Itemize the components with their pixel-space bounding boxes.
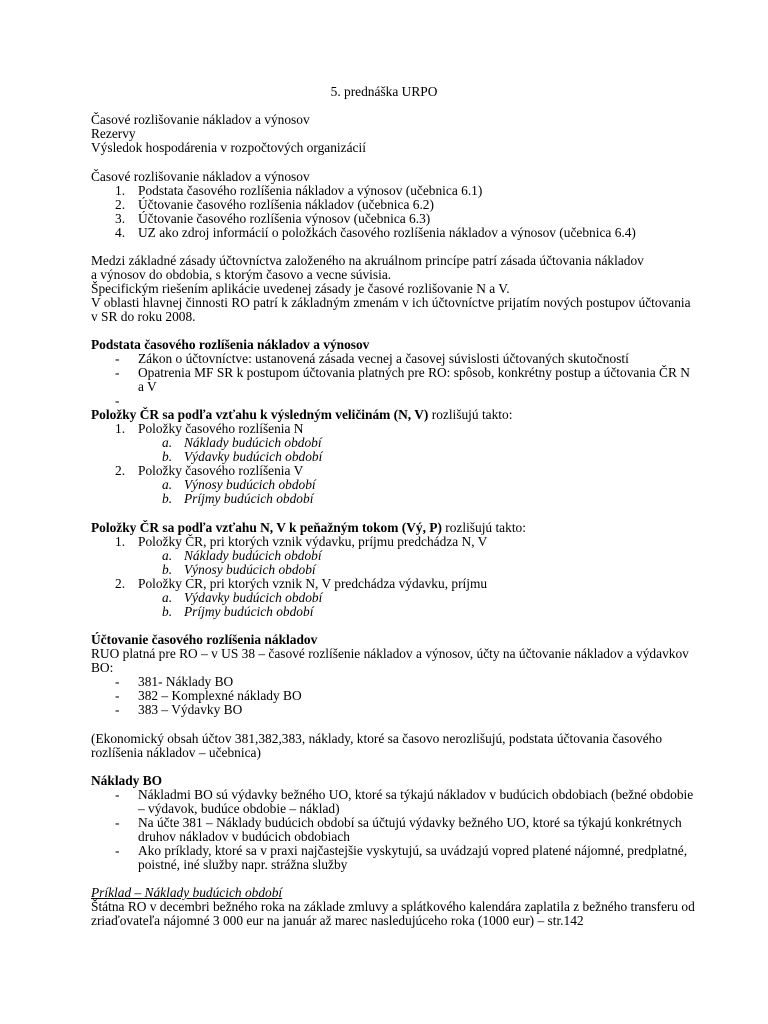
bullet-item: - Na účte 381 – Náklady budúcich období sa účtujú výdavky bežného UO, ktoré sa týkajú konkrétnych druhov nákladov v budúcich obdobiach xyxy=(115,815,682,844)
outline-item: 2. Účtovanie časového rozlíšenia nákladov (učebnica 6.2) xyxy=(115,197,434,212)
paragraph-line: zriaďovateľa nájomné 3 000 eur na január až marec nasledujúceho roka (1000 eur) – str.142 xyxy=(91,913,584,928)
bullet-item: - xyxy=(115,393,120,408)
section-heading: Položky ČR sa podľa vzťahu N, V k peňažným tokom (Vý, P) rozlišujú takto: xyxy=(91,520,526,535)
outline-item: 4. UZ ako zdroj informácií o položkách časového rozlíšenia nákladov a výnosov (učebnica 6.4) xyxy=(115,225,636,240)
outline-heading: Časové rozlišovanie nákladov a výnosov xyxy=(91,169,310,184)
polozky-tok-section xyxy=(91,521,691,619)
paragraph-line: BO: xyxy=(91,660,114,675)
list-item: 1. Položky časového rozlíšenia N xyxy=(115,421,304,436)
bullet-item: - Ako príklady, ktoré sa v praxi najčastejšie vyskytujú, sa uvádzajú vopred platené nájomné, predplatné, poistné, iné služby napr. strážna služby xyxy=(115,843,688,872)
ekonomicky-paragraph xyxy=(91,732,691,760)
paragraph-line: Medzi základné zásady účtovníctva založeného na akruálnom princípe patrí zásada účtovania nákladov xyxy=(91,253,644,268)
paragraph-line: RUO platná pre RO – v US 38 – časové rozlíšenie nákladov a výnosov, účty na účtovanie nákladov a výdavkov xyxy=(91,646,689,661)
topic-line: Výsledok hospodárenia v rozpočtových organizácií xyxy=(91,140,366,155)
paragraph-line: Štátna RO v decembri bežného roka na základe zmluvy a splátkového kalendára zaplatila z bežného transferu od xyxy=(91,899,695,914)
paragraph-line: Špecifickým riešením aplikácie uvedenej zásady je časové rozlišovanie N a V. xyxy=(91,281,510,296)
paragraph-line: rozlíšenia nákladov – učebnica) xyxy=(91,745,261,760)
bullet-item: - Nákladmi BO sú výdavky bežného UO, ktoré sa týkajú nákladov v budúcich obdobiach (bežné obdobie – výdavok, budúce obdobie – náklad) xyxy=(115,787,694,816)
paragraph-line: (Ekonomický obsah účtov 381,382,383, náklady, ktoré sa časovo nerozlišujú, podstata účtovania časového xyxy=(91,731,663,746)
sub-item: a. Výnosy budúcich období xyxy=(162,477,316,492)
section-heading: Náklady BO xyxy=(91,773,163,788)
sub-item: b. Výdavky budúcich období xyxy=(162,449,323,464)
priklad-section xyxy=(91,885,695,928)
section-heading: Účtovanie časového rozlíšenia nákladov xyxy=(91,632,318,647)
list-item: 1. Položky ČR, pri ktorých vznik výdavku, príjmu predchádza N, V xyxy=(115,534,488,549)
section-heading: Položky ČR sa podľa vzťahu k výsledným veličinám (N, V) rozlišujú takto: xyxy=(91,407,513,422)
podstata-section xyxy=(91,338,691,408)
section-heading: Podstata časového rozlíšenia nákladov a výnosov xyxy=(91,337,370,352)
outline-item: 3. Účtovanie časového rozlíšenia výnosov (učebnica 6.3) xyxy=(115,211,431,226)
topic-line: Časové rozlišovanie nákladov a výnosov xyxy=(91,112,310,127)
polozky-nv-section xyxy=(91,408,691,506)
sub-item: b. Výnosy budúcich období xyxy=(162,562,316,577)
uctovanie-section xyxy=(91,633,691,717)
bullet-item: - 382 – Komplexné náklady BO xyxy=(115,688,302,703)
bullet-item: - 381- Náklady BO xyxy=(115,674,234,689)
bullet-item: - Zákon o účtovníctve: ustanovená zásada vecnej a časovej súvislosti účtovaných skutočností xyxy=(115,351,629,366)
paragraph-line: v SR do roku 2008. xyxy=(91,309,196,324)
sub-item: a. Výdavky budúcich období xyxy=(162,590,323,605)
paragraph-line: V oblasti hlavnej činnosti RO patrí k základným zmenám v ich účtovníctve prijatím nových postupov účtovania xyxy=(91,295,691,310)
sub-item: b. Príjmy budúcich období xyxy=(162,491,314,506)
bullet-item: - 383 – Výdavky BO xyxy=(115,702,243,717)
outline-section xyxy=(91,170,691,240)
lecture-title: 5. prednáška URPO xyxy=(330,84,438,99)
bullet-item: - Opatrenia MF SR k postupom účtovania platných pre RO: spôsob, konkrétny postup a účtovania ČR N a V xyxy=(115,365,690,394)
topic-line: Rezervy xyxy=(91,126,136,141)
list-item: 2. Položky časového rozlíšenia V xyxy=(115,463,304,478)
example-heading: Príklad – Náklady budúcich období xyxy=(91,885,283,900)
list-item: 2. Položky CR, pri ktorých vznik N, V predchádza výdavku, príjmu xyxy=(115,576,488,591)
topics-list xyxy=(91,113,691,155)
paragraph-line: a výnosov do obdobia, s ktorým časovo a vecne súvisia. xyxy=(91,267,392,282)
sub-item: a. Náklady budúcich období xyxy=(162,548,322,563)
sub-item: a. Náklady budúcich období xyxy=(162,435,322,450)
intro-paragraph xyxy=(91,254,691,324)
outline-item: 1. Podstata časového rozlíšenia nákladov a výnosov (učebnica 6.1) xyxy=(115,183,483,198)
sub-item: b. Príjmy budúcich období xyxy=(162,604,314,619)
naklady-bo-section xyxy=(91,773,694,872)
